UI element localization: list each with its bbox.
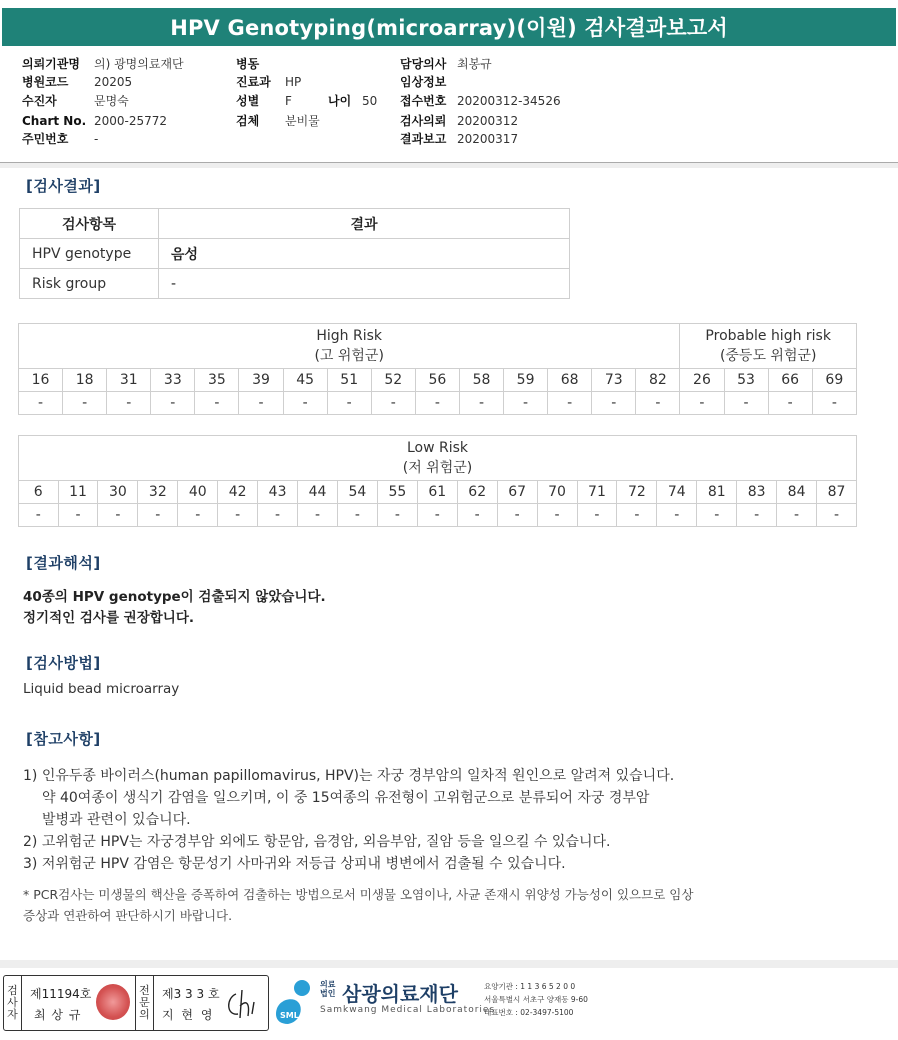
section-method-title: [검사방법]: [26, 654, 101, 672]
genotype-result-cell: -: [817, 504, 857, 527]
logo-info-line: 대표번호 : 02-3497-5100: [484, 1008, 574, 1017]
genotype-result-cell: -: [636, 392, 680, 415]
note-line: 약 40여종이 생식기 감염을 일으키며, 이 중 15여종의 유전형이 고위험군으로 분류되어 자궁 경부암: [42, 790, 650, 806]
low-risk-header: [19, 436, 857, 481]
info-field-label: 검체: [236, 114, 260, 128]
signature-icon: [222, 984, 264, 1022]
specialist-label-char: 의: [139, 1008, 150, 1021]
genotype-result-cell: -: [337, 504, 377, 527]
genotype-cell: 35: [195, 369, 239, 392]
genotype-cell: 45: [283, 369, 327, 392]
genotype-cell: 43: [258, 481, 298, 504]
info-field-label: 임상정보: [400, 75, 447, 89]
info-field-value: 문명숙: [94, 94, 129, 108]
logo-icon-text: SML: [280, 1011, 299, 1020]
info-field-value: 최봉규: [457, 57, 492, 71]
header-shadow: [0, 163, 898, 168]
genotype-result-cell: -: [63, 392, 107, 415]
genotype-result-cell: -: [138, 504, 178, 527]
low-risk-title: Low Risk: [406, 440, 469, 456]
genotype-cell: 42: [218, 481, 258, 504]
info-field: [400, 74, 457, 90]
logo-small-text: [320, 980, 335, 998]
genotype-cell: 84: [777, 481, 817, 504]
section-notes-title: [참고사항]: [26, 730, 101, 748]
info-field-label: 병원코드: [22, 75, 69, 89]
specialist-license: 제3 3 3 호: [162, 987, 220, 1001]
genotype-cell: 30: [98, 481, 138, 504]
footer-shadow: [0, 960, 898, 968]
official-seal-icon: [96, 984, 130, 1020]
low-risk-subtitle: (저 위험군): [402, 460, 473, 476]
info-field: [400, 131, 518, 147]
info-field-label: 진료과: [236, 75, 271, 89]
info-field: [400, 56, 492, 72]
genotype-result-cell: -: [98, 504, 138, 527]
genotype-cell: 55: [377, 481, 417, 504]
info-field: [22, 113, 167, 129]
interpretation-line: 40종의 HPV genotype이 검출되지 않았습니다.: [23, 589, 326, 605]
genotype-result-cell: -: [657, 504, 697, 527]
info-field-label: 의뢰기관명: [22, 57, 80, 71]
genotype-cell: 71: [577, 481, 617, 504]
genotype-cell: 72: [617, 481, 657, 504]
table-row: [19, 504, 857, 527]
info-field: [22, 56, 184, 72]
genotype-result-cell: -: [537, 504, 577, 527]
note-line: 3) 저위험군 HPV 감염은 항문성기 사마귀와 저등급 상피내 병변에서 검출될 수 있습니다.: [23, 856, 566, 872]
genotype-cell: 31: [107, 369, 151, 392]
genotype-cell: 33: [151, 369, 195, 392]
genotype-cell: 87: [817, 481, 857, 504]
genotype-result-cell: -: [327, 392, 371, 415]
info-field-label: 성별: [236, 94, 260, 108]
probable-risk-subtitle: (중등도 위험군): [719, 348, 817, 364]
genotype-result-cell: -: [377, 504, 417, 527]
logo-small-top: 의료: [320, 980, 336, 989]
genotype-cell: 54: [337, 481, 377, 504]
examiner-label-char: 사: [7, 996, 18, 1009]
info-field-age: [328, 93, 377, 109]
interpretation-text: [23, 587, 326, 629]
genotype-result-cell: -: [415, 392, 459, 415]
table-row: [19, 369, 857, 392]
genotype-result-cell: -: [239, 392, 283, 415]
info-field-value: 20205: [94, 75, 133, 89]
method-text: Liquid bead microarray: [23, 681, 180, 697]
info-field: [22, 74, 132, 90]
logo-info-line: 서울특별시 서초구 양재동 9-60: [484, 995, 588, 1004]
logo-info: [484, 980, 588, 1019]
notes-text: [23, 765, 863, 875]
examiner-label-char: 자: [7, 1008, 18, 1021]
info-field: [236, 74, 301, 90]
info-field: [400, 113, 518, 129]
footnote: [23, 884, 863, 926]
genotype-result-cell: -: [19, 392, 63, 415]
genotype-result-cell: -: [298, 504, 338, 527]
examiner-license: 제11194호: [30, 987, 92, 1001]
info-field: [22, 131, 98, 147]
genotype-result-cell: -: [768, 392, 812, 415]
genotype-cell: 44: [298, 481, 338, 504]
genotype-result-cell: -: [258, 504, 298, 527]
table-row: [19, 392, 857, 415]
genotype-result-cell: -: [680, 392, 724, 415]
genotype-cell: 70: [537, 481, 577, 504]
genotype-cell: 56: [415, 369, 459, 392]
genotype-cell: 62: [457, 481, 497, 504]
info-field-label: 검사의뢰: [400, 114, 447, 128]
info-field-label: 수진자: [22, 94, 57, 108]
info-field: [400, 93, 561, 109]
info-field-value: F: [285, 94, 292, 108]
genotype-result-cell: -: [497, 504, 537, 527]
genotype-result-cell: -: [592, 392, 636, 415]
info-field: [236, 93, 292, 109]
genotype-result-cell: -: [617, 504, 657, 527]
genotype-cell: 59: [504, 369, 548, 392]
genotype-result-cell: -: [195, 392, 239, 415]
genotype-cell: 69: [812, 369, 856, 392]
info-field-value: 20200317: [457, 132, 519, 146]
info-field-value: 분비물: [285, 114, 320, 128]
genotype-result-cell: -: [812, 392, 856, 415]
probable-risk-title: Probable high risk: [705, 328, 831, 344]
examiner-vertical-label: [4, 976, 22, 1030]
note-line: 2) 고위험군 HPV는 자궁경부암 외에도 항문암, 음경암, 외음부암, 질암 등을 일으킬 수 있습니다.: [23, 834, 611, 850]
genotype-result-cell: -: [218, 504, 258, 527]
low-risk-table: [18, 435, 857, 527]
result-item-risk-group: Risk group: [20, 269, 159, 299]
info-field-value: -: [94, 132, 99, 146]
high-risk-table: [18, 323, 857, 415]
info-field-value: 20200312: [457, 114, 519, 128]
footnote-line: * PCR검사는 미생물의 핵산을 증폭하여 검출하는 방법으로서 미생물 오염이나, 사균 존재시 위양성 가능성이 있으므로 임상: [23, 887, 694, 902]
genotype-result-cell: -: [107, 392, 151, 415]
genotype-result-cell: -: [178, 504, 218, 527]
info-field: [22, 93, 129, 109]
genotype-result-cell: -: [737, 504, 777, 527]
specialist-label-char: 전: [139, 984, 150, 997]
logo-name-en: Samkwang Medical Laboratories: [320, 1005, 496, 1015]
genotype-cell: 58: [459, 369, 503, 392]
info-field-value: 의) 광명의료재단: [94, 57, 184, 71]
patient-info: [22, 56, 882, 156]
report-title: HPV Genotyping(microarray)(이원) 검사결과보고서: [2, 8, 896, 46]
genotype-cell: 16: [19, 369, 63, 392]
specialist-name: 지 현 영: [162, 1008, 215, 1022]
info-field: [236, 113, 320, 129]
note-line: 1) 인유두종 바이러스(human papillomavirus, HPV)는 자궁 경부암의 일차적 원인으로 알려져 있습니다.: [23, 768, 675, 784]
table-row: [20, 239, 570, 269]
genotype-result-cell: -: [459, 392, 503, 415]
result-table: [19, 208, 570, 299]
genotype-result-cell: -: [283, 392, 327, 415]
info-field-value: HP: [285, 75, 302, 89]
info-field-value: 2000-25772: [94, 114, 168, 128]
genotype-cell: 26: [680, 369, 724, 392]
genotype-cell: 40: [178, 481, 218, 504]
info-field: [236, 56, 285, 72]
result-value-genotype: 음성: [159, 239, 570, 269]
genotype-result-cell: -: [577, 504, 617, 527]
section-interpretation-title: [결과해석]: [26, 554, 101, 572]
genotype-cell: 67: [497, 481, 537, 504]
genotype-result-cell: -: [697, 504, 737, 527]
genotype-result-cell: -: [777, 504, 817, 527]
high-risk-header: [19, 324, 680, 369]
section-results-title: [검사결과]: [26, 177, 101, 195]
genotype-cell: 11: [58, 481, 98, 504]
genotype-cell: 73: [592, 369, 636, 392]
genotype-result-cell: -: [417, 504, 457, 527]
genotype-cell: 83: [737, 481, 777, 504]
genotype-result-cell: -: [58, 504, 98, 527]
logo-name-kr: 삼광의료재단: [342, 982, 458, 1006]
table-row: [20, 269, 570, 299]
genotype-cell: 82: [636, 369, 680, 392]
genotype-result-cell: -: [457, 504, 497, 527]
note-line: 발병과 관련이 있습니다.: [42, 812, 191, 828]
genotype-cell: 81: [697, 481, 737, 504]
info-field-label: 담당의사: [400, 57, 447, 71]
genotype-cell: 32: [138, 481, 178, 504]
age-value: 50: [362, 94, 378, 108]
specialist-label-char: 문: [139, 996, 150, 1009]
genotype-cell: 74: [657, 481, 697, 504]
logo-small-bottom: 법인: [320, 989, 336, 998]
genotype-result-cell: -: [504, 392, 548, 415]
specialist-vertical-label: [135, 976, 154, 1030]
high-risk-subtitle: (고 위험군): [314, 348, 384, 364]
result-item-genotype: HPV genotype: [20, 239, 159, 269]
result-value-risk-group: -: [159, 269, 570, 299]
genotype-result-cell: -: [371, 392, 415, 415]
high-risk-title: High Risk: [316, 328, 383, 344]
genotype-result-cell: -: [19, 504, 59, 527]
genotype-cell: 66: [768, 369, 812, 392]
genotype-cell: 51: [327, 369, 371, 392]
age-label: 나이: [328, 94, 352, 108]
result-header-item: 검사항목: [20, 209, 159, 239]
info-field-label: 주민번호: [22, 132, 69, 146]
genotype-result-cell: -: [151, 392, 195, 415]
genotype-result-cell: -: [724, 392, 768, 415]
examiner-name: 최 상 규: [34, 1008, 82, 1022]
info-field-label: 접수번호: [400, 94, 447, 108]
info-field-label: 병동: [236, 57, 260, 71]
interpretation-line: 정기적인 검사를 권장합니다.: [23, 610, 195, 626]
info-field-label: 결과보고: [400, 132, 447, 146]
genotype-cell: 68: [548, 369, 592, 392]
genotype-cell: 52: [371, 369, 415, 392]
signature-box: [3, 975, 269, 1031]
table-row: [19, 481, 857, 504]
logo-info-line: 요양기관 : 1 1 3 6 5 2 0 0: [484, 982, 576, 991]
info-field-label: Chart No.: [22, 114, 87, 128]
genotype-result-cell: -: [548, 392, 592, 415]
result-header-result: 결과: [159, 209, 570, 239]
genotype-cell: 39: [239, 369, 283, 392]
sml-logo-icon: [272, 978, 316, 1026]
footnote-line: 증상과 연관하여 판단하시기 바랍니다.: [23, 908, 233, 923]
info-field-value: 20200312-34526: [457, 94, 561, 108]
genotype-cell: 6: [19, 481, 59, 504]
genotype-cell: 53: [724, 369, 768, 392]
probable-risk-header: [680, 324, 857, 369]
genotype-cell: 61: [417, 481, 457, 504]
examiner-label-char: 검: [7, 984, 18, 997]
genotype-cell: 18: [63, 369, 107, 392]
